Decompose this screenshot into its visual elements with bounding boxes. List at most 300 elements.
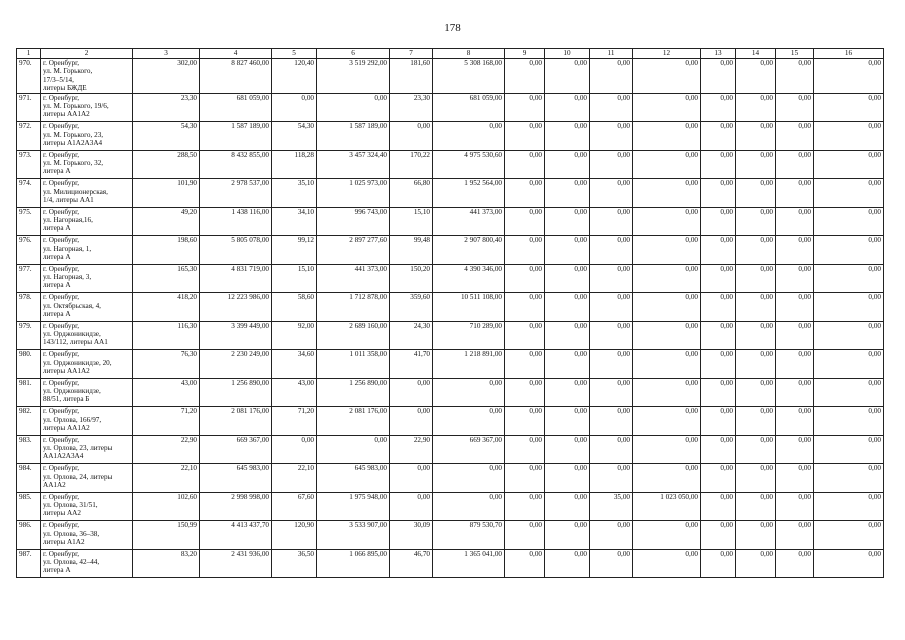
address-cell xyxy=(41,150,133,179)
value-cell: 0,00 xyxy=(633,59,701,94)
page-number: 178 xyxy=(444,22,461,34)
table-row xyxy=(17,150,884,179)
address-cell xyxy=(41,350,133,379)
row-number: 983. xyxy=(17,435,41,464)
value-cell: 0,00 xyxy=(545,492,590,521)
address-line: АА1А2А3А4 xyxy=(43,452,84,461)
row-number: 972. xyxy=(17,122,41,151)
address-line: литеры АА1А2 xyxy=(43,366,90,375)
value-cell: 0,00 xyxy=(545,93,590,122)
column-header: 14 xyxy=(736,49,776,59)
row-number: 975. xyxy=(17,207,41,236)
address-cell xyxy=(41,179,133,208)
value-cell: 2 978 537,00 xyxy=(200,179,272,208)
value-cell: 54,30 xyxy=(272,122,317,151)
value-cell: 0,00 xyxy=(814,521,884,550)
address-line: ул. Орджоникидзе, 20, xyxy=(43,358,112,367)
value-cell: 1 256 890,00 xyxy=(317,378,390,407)
value-cell: 0,00 xyxy=(545,150,590,179)
value-cell: 0,00 xyxy=(814,492,884,521)
value-cell: 1 011 358,00 xyxy=(317,350,390,379)
value-cell: 681 059,00 xyxy=(433,93,505,122)
address-line: литера А xyxy=(43,309,71,318)
address-line: г. Оренбург, xyxy=(43,435,80,444)
value-cell: 0,00 xyxy=(633,236,701,265)
address-line: литеры АА1А2 xyxy=(43,110,90,119)
value-cell: 0,00 xyxy=(776,59,814,94)
value-cell: 0,00 xyxy=(590,464,633,493)
value-cell: 0,00 xyxy=(701,378,736,407)
value-cell: 0,00 xyxy=(776,207,814,236)
value-cell: 0,00 xyxy=(814,236,884,265)
value-cell: 0,00 xyxy=(317,93,390,122)
value-cell: 0,00 xyxy=(633,435,701,464)
value-cell: 0,00 xyxy=(736,492,776,521)
table-row xyxy=(17,122,884,151)
address-line: ул. Орлова, 23, литеры xyxy=(43,444,113,453)
value-cell: 10 511 108,00 xyxy=(433,293,505,322)
column-number-row xyxy=(17,49,884,59)
value-cell: 0,00 xyxy=(590,179,633,208)
value-cell: 0,00 xyxy=(776,378,814,407)
value-cell: 0,00 xyxy=(633,122,701,151)
value-cell: 0,00 xyxy=(545,407,590,436)
value-cell: 0,00 xyxy=(633,264,701,293)
value-cell: 0,00 xyxy=(701,492,736,521)
address-cell xyxy=(41,321,133,350)
value-cell: 0,00 xyxy=(590,378,633,407)
row-number: 970. xyxy=(17,59,41,94)
value-cell: 0,00 xyxy=(590,521,633,550)
value-cell: 0,00 xyxy=(505,207,545,236)
value-cell: 0,00 xyxy=(736,93,776,122)
value-cell: 0,00 xyxy=(590,150,633,179)
value-cell: 198,60 xyxy=(133,236,200,265)
value-cell: 0,00 xyxy=(590,321,633,350)
value-cell: 0,00 xyxy=(814,150,884,179)
address-line: ул. Орлова, 36–38, xyxy=(43,529,100,538)
column-header: 3 xyxy=(133,49,200,59)
address-line: ул. Орджоникидзе, xyxy=(43,387,101,396)
value-cell: 2 897 277,60 xyxy=(317,236,390,265)
value-cell: 0,00 xyxy=(590,350,633,379)
value-cell: 116,30 xyxy=(133,321,200,350)
value-cell: 1 975 948,00 xyxy=(317,492,390,521)
value-cell: 0,00 xyxy=(736,378,776,407)
value-cell: 1 712 878,00 xyxy=(317,293,390,322)
address-line: г. Оренбург, xyxy=(43,93,80,102)
address-line: 143/112, литеры АА1 xyxy=(43,338,108,347)
value-cell: 0,00 xyxy=(776,407,814,436)
value-cell: 1 587 189,00 xyxy=(200,122,272,151)
value-cell: 288,50 xyxy=(133,150,200,179)
value-cell: 0,00 xyxy=(701,264,736,293)
value-cell: 0,00 xyxy=(545,521,590,550)
value-cell: 0,00 xyxy=(505,549,545,578)
address-line: литера А xyxy=(43,566,71,575)
value-cell: 0,00 xyxy=(776,464,814,493)
address-line: г. Оренбург, xyxy=(43,59,80,67)
value-cell: 0,00 xyxy=(814,59,884,94)
address-line: литеры АА1А2 xyxy=(43,423,90,432)
value-cell: 22,10 xyxy=(272,464,317,493)
column-header: 1 xyxy=(17,49,41,59)
value-cell: 0,00 xyxy=(701,435,736,464)
value-cell: 2 230 249,00 xyxy=(200,350,272,379)
value-cell: 0,00 xyxy=(633,521,701,550)
address-line: г. Оренбург, xyxy=(43,321,80,330)
value-cell: 0,00 xyxy=(814,464,884,493)
value-cell: 0,00 xyxy=(545,264,590,293)
value-cell: 2 998 998,00 xyxy=(200,492,272,521)
value-cell: 0,00 xyxy=(776,435,814,464)
column-header: 16 xyxy=(814,49,884,59)
value-cell: 0,00 xyxy=(736,407,776,436)
column-header: 15 xyxy=(776,49,814,59)
row-number: 978. xyxy=(17,293,41,322)
value-cell: 0,00 xyxy=(590,549,633,578)
value-cell: 36,50 xyxy=(272,549,317,578)
address-cell xyxy=(41,492,133,521)
row-number: 981. xyxy=(17,378,41,407)
value-cell: 0,00 xyxy=(545,464,590,493)
value-cell: 0,00 xyxy=(776,93,814,122)
value-cell: 0,00 xyxy=(736,122,776,151)
value-cell: 418,20 xyxy=(133,293,200,322)
value-cell: 2 081 176,00 xyxy=(200,407,272,436)
value-cell: 1 218 891,00 xyxy=(433,350,505,379)
value-cell: 0,00 xyxy=(433,464,505,493)
value-cell: 43,00 xyxy=(133,378,200,407)
address-line: литера А xyxy=(43,252,71,261)
value-cell: 0,00 xyxy=(776,150,814,179)
address-line: литеры БЖДЕ xyxy=(43,84,87,93)
value-cell: 0,00 xyxy=(505,378,545,407)
row-number: 977. xyxy=(17,264,41,293)
value-cell: 0,00 xyxy=(633,549,701,578)
value-cell: 1 365 041,00 xyxy=(433,549,505,578)
value-cell: 0,00 xyxy=(736,293,776,322)
value-cell: 0,00 xyxy=(776,549,814,578)
row-number: 976. xyxy=(17,236,41,265)
column-header: 2 xyxy=(41,49,133,59)
value-cell: 0,00 xyxy=(736,59,776,94)
address-cell xyxy=(41,464,133,493)
value-cell: 0,00 xyxy=(701,293,736,322)
table-row xyxy=(17,207,884,236)
value-cell: 92,00 xyxy=(272,321,317,350)
address-line: ул. М. Горького, xyxy=(43,67,93,76)
value-cell: 3 533 907,00 xyxy=(317,521,390,550)
address-line: г. Оренбург, xyxy=(43,492,80,501)
value-cell: 35,10 xyxy=(272,179,317,208)
value-cell: 71,20 xyxy=(133,407,200,436)
address-line: 88/51, литера Б xyxy=(43,395,90,404)
value-cell: 0,00 xyxy=(736,350,776,379)
address-line: г. Оренбург, xyxy=(43,407,80,416)
address-cell xyxy=(41,122,133,151)
value-cell: 0,00 xyxy=(736,179,776,208)
value-cell: 43,00 xyxy=(272,378,317,407)
address-cell xyxy=(41,236,133,265)
value-cell: 0,00 xyxy=(545,378,590,407)
value-cell: 0,00 xyxy=(590,264,633,293)
value-cell: 170,22 xyxy=(390,150,433,179)
value-cell: 4 831 719,00 xyxy=(200,264,272,293)
value-cell: 0,00 xyxy=(814,378,884,407)
value-cell: 23,30 xyxy=(133,93,200,122)
value-cell: 0,00 xyxy=(545,122,590,151)
value-cell: 0,00 xyxy=(814,549,884,578)
row-number: 980. xyxy=(17,350,41,379)
value-cell: 0,00 xyxy=(545,350,590,379)
value-cell: 302,00 xyxy=(133,59,200,94)
column-header: 9 xyxy=(505,49,545,59)
value-cell: 15,10 xyxy=(390,207,433,236)
table-row xyxy=(17,236,884,265)
value-cell: 0,00 xyxy=(390,378,433,407)
value-cell: 441 373,00 xyxy=(433,207,505,236)
value-cell: 30,09 xyxy=(390,521,433,550)
value-cell: 0,00 xyxy=(701,93,736,122)
value-cell: 0,00 xyxy=(505,321,545,350)
address-cell xyxy=(41,207,133,236)
table-row xyxy=(17,293,884,322)
value-cell: 879 530,70 xyxy=(433,521,505,550)
value-cell: 22,90 xyxy=(133,435,200,464)
value-cell: 0,00 xyxy=(701,59,736,94)
table-row xyxy=(17,179,884,208)
data-table xyxy=(16,48,884,578)
value-cell: 0,00 xyxy=(505,264,545,293)
value-cell: 35,00 xyxy=(590,492,633,521)
value-cell: 0,00 xyxy=(814,93,884,122)
value-cell: 5 308 168,00 xyxy=(433,59,505,94)
value-cell: 0,00 xyxy=(736,264,776,293)
table-row xyxy=(17,59,884,94)
row-number: 971. xyxy=(17,93,41,122)
address-line: ул. Орлова, 31/51, xyxy=(43,501,98,510)
address-line: г. Оренбург, xyxy=(43,464,80,473)
value-cell: 0,00 xyxy=(505,435,545,464)
table-body xyxy=(17,59,884,578)
row-number: 984. xyxy=(17,464,41,493)
value-cell: 0,00 xyxy=(701,350,736,379)
value-cell: 0,00 xyxy=(633,378,701,407)
row-number: 973. xyxy=(17,150,41,179)
value-cell: 0,00 xyxy=(505,350,545,379)
value-cell: 0,00 xyxy=(633,93,701,122)
value-cell: 150,20 xyxy=(390,264,433,293)
value-cell: 0,00 xyxy=(776,521,814,550)
value-cell: 0,00 xyxy=(736,236,776,265)
table-row xyxy=(17,407,884,436)
value-cell: 2 689 160,00 xyxy=(317,321,390,350)
column-header: 7 xyxy=(390,49,433,59)
value-cell: 0,00 xyxy=(505,521,545,550)
column-header: 4 xyxy=(200,49,272,59)
address-line: литеры А1А2А3А4 xyxy=(43,138,103,147)
value-cell: 0,00 xyxy=(633,293,701,322)
value-cell: 71,20 xyxy=(272,407,317,436)
value-cell: 15,10 xyxy=(272,264,317,293)
value-cell: 120,40 xyxy=(272,59,317,94)
value-cell: 0,00 xyxy=(433,492,505,521)
value-cell: 0,00 xyxy=(633,207,701,236)
value-cell: 118,28 xyxy=(272,150,317,179)
value-cell: 101,90 xyxy=(133,179,200,208)
value-cell: 1 256 890,00 xyxy=(200,378,272,407)
value-cell: 0,00 xyxy=(590,293,633,322)
table-row xyxy=(17,492,884,521)
column-header: 12 xyxy=(633,49,701,59)
value-cell: 4 390 346,00 xyxy=(433,264,505,293)
value-cell: 0,00 xyxy=(505,293,545,322)
value-cell: 0,00 xyxy=(701,321,736,350)
value-cell: 0,00 xyxy=(505,122,545,151)
value-cell: 1 025 973,00 xyxy=(317,179,390,208)
value-cell: 0,00 xyxy=(545,321,590,350)
address-line: г. Оренбург, xyxy=(43,293,80,302)
address-line: литеры АА2 xyxy=(43,509,81,518)
value-cell: 0,00 xyxy=(505,464,545,493)
address-line: АА1А2 xyxy=(43,480,66,489)
value-cell: 0,00 xyxy=(701,236,736,265)
value-cell: 0,00 xyxy=(776,293,814,322)
value-cell: 24,30 xyxy=(390,321,433,350)
row-number: 985. xyxy=(17,492,41,521)
address-line: г. Оренбург, xyxy=(43,150,80,159)
value-cell: 5 805 078,00 xyxy=(200,236,272,265)
address-cell xyxy=(41,59,133,94)
value-cell: 181,60 xyxy=(390,59,433,94)
value-cell: 1 438 116,00 xyxy=(200,207,272,236)
column-header: 10 xyxy=(545,49,590,59)
value-cell: 120,90 xyxy=(272,521,317,550)
value-cell: 4 975 530,60 xyxy=(433,150,505,179)
value-cell: 0,00 xyxy=(776,492,814,521)
address-line: ул. Нагорная,16, xyxy=(43,216,93,225)
value-cell: 0,00 xyxy=(814,435,884,464)
value-cell: 681 059,00 xyxy=(200,93,272,122)
value-cell: 99,48 xyxy=(390,236,433,265)
value-cell: 102,60 xyxy=(133,492,200,521)
address-line: г. Оренбург, xyxy=(43,350,80,359)
value-cell: 0,00 xyxy=(701,464,736,493)
address-line: г. Оренбург, xyxy=(43,378,80,387)
value-cell: 0,00 xyxy=(390,122,433,151)
value-cell: 0,00 xyxy=(505,59,545,94)
value-cell: 41,70 xyxy=(390,350,433,379)
value-cell: 0,00 xyxy=(433,378,505,407)
address-line: г. Оренбург, xyxy=(43,264,80,273)
table-row xyxy=(17,521,884,550)
value-cell: 0,00 xyxy=(505,492,545,521)
column-header: 8 xyxy=(433,49,505,59)
value-cell: 0,00 xyxy=(814,264,884,293)
table-row xyxy=(17,549,884,578)
value-cell: 2 907 800,40 xyxy=(433,236,505,265)
value-cell: 645 983,00 xyxy=(317,464,390,493)
column-header: 6 xyxy=(317,49,390,59)
address-line: г. Оренбург, xyxy=(43,122,80,131)
value-cell: 0,00 xyxy=(633,150,701,179)
table-row xyxy=(17,350,884,379)
value-cell: 0,00 xyxy=(545,435,590,464)
column-header: 13 xyxy=(701,49,736,59)
value-cell: 0,00 xyxy=(590,207,633,236)
value-cell: 0,00 xyxy=(317,435,390,464)
value-cell: 0,00 xyxy=(545,207,590,236)
value-cell: 0,00 xyxy=(633,407,701,436)
value-cell: 0,00 xyxy=(545,59,590,94)
value-cell: 3 457 324,40 xyxy=(317,150,390,179)
value-cell: 0,00 xyxy=(590,122,633,151)
address-line: ул. М. Горького, 19/6, xyxy=(43,102,109,111)
value-cell: 0,00 xyxy=(505,179,545,208)
row-number: 987. xyxy=(17,549,41,578)
value-cell: 8 827 460,00 xyxy=(200,59,272,94)
value-cell: 0,00 xyxy=(505,150,545,179)
address-cell xyxy=(41,93,133,122)
address-cell xyxy=(41,378,133,407)
address-line: ул. Орлова, 24, литеры xyxy=(43,472,113,481)
value-cell: 0,00 xyxy=(272,435,317,464)
value-cell: 34,10 xyxy=(272,207,317,236)
value-cell: 0,00 xyxy=(545,549,590,578)
address-line: ул. Орлова, 166/97, xyxy=(43,415,102,424)
value-cell: 0,00 xyxy=(701,122,736,151)
value-cell: 0,00 xyxy=(814,122,884,151)
value-cell: 0,00 xyxy=(736,464,776,493)
value-cell: 0,00 xyxy=(505,407,545,436)
value-cell: 0,00 xyxy=(776,321,814,350)
value-cell: 0,00 xyxy=(701,150,736,179)
value-cell: 0,00 xyxy=(736,521,776,550)
address-line: г. Оренбург, xyxy=(43,236,80,245)
table-row xyxy=(17,264,884,293)
value-cell: 0,00 xyxy=(736,150,776,179)
value-cell: 0,00 xyxy=(776,264,814,293)
value-cell: 49,20 xyxy=(133,207,200,236)
address-cell xyxy=(41,293,133,322)
value-cell: 46,70 xyxy=(390,549,433,578)
value-cell: 2 081 176,00 xyxy=(317,407,390,436)
value-cell: 0,00 xyxy=(390,407,433,436)
value-cell: 1 587 189,00 xyxy=(317,122,390,151)
value-cell: 996 743,00 xyxy=(317,207,390,236)
value-cell: 66,80 xyxy=(390,179,433,208)
value-cell: 0,00 xyxy=(272,93,317,122)
value-cell: 3 519 292,00 xyxy=(317,59,390,94)
value-cell: 0,00 xyxy=(633,464,701,493)
value-cell: 0,00 xyxy=(390,464,433,493)
address-line: ул. Нагорная, 3, xyxy=(43,273,92,282)
value-cell: 0,00 xyxy=(701,549,736,578)
address-line: ул. Орлова, 42–44, xyxy=(43,558,100,567)
row-number: 986. xyxy=(17,521,41,550)
address-line: г. Оренбург, xyxy=(43,549,80,558)
address-cell xyxy=(41,264,133,293)
value-cell: 0,00 xyxy=(736,207,776,236)
value-cell: 76,30 xyxy=(133,350,200,379)
value-cell: 0,00 xyxy=(633,179,701,208)
value-cell: 0,00 xyxy=(701,207,736,236)
value-cell: 0,00 xyxy=(505,93,545,122)
value-cell: 1 952 564,00 xyxy=(433,179,505,208)
value-cell: 0,00 xyxy=(590,407,633,436)
value-cell: 0,00 xyxy=(545,179,590,208)
